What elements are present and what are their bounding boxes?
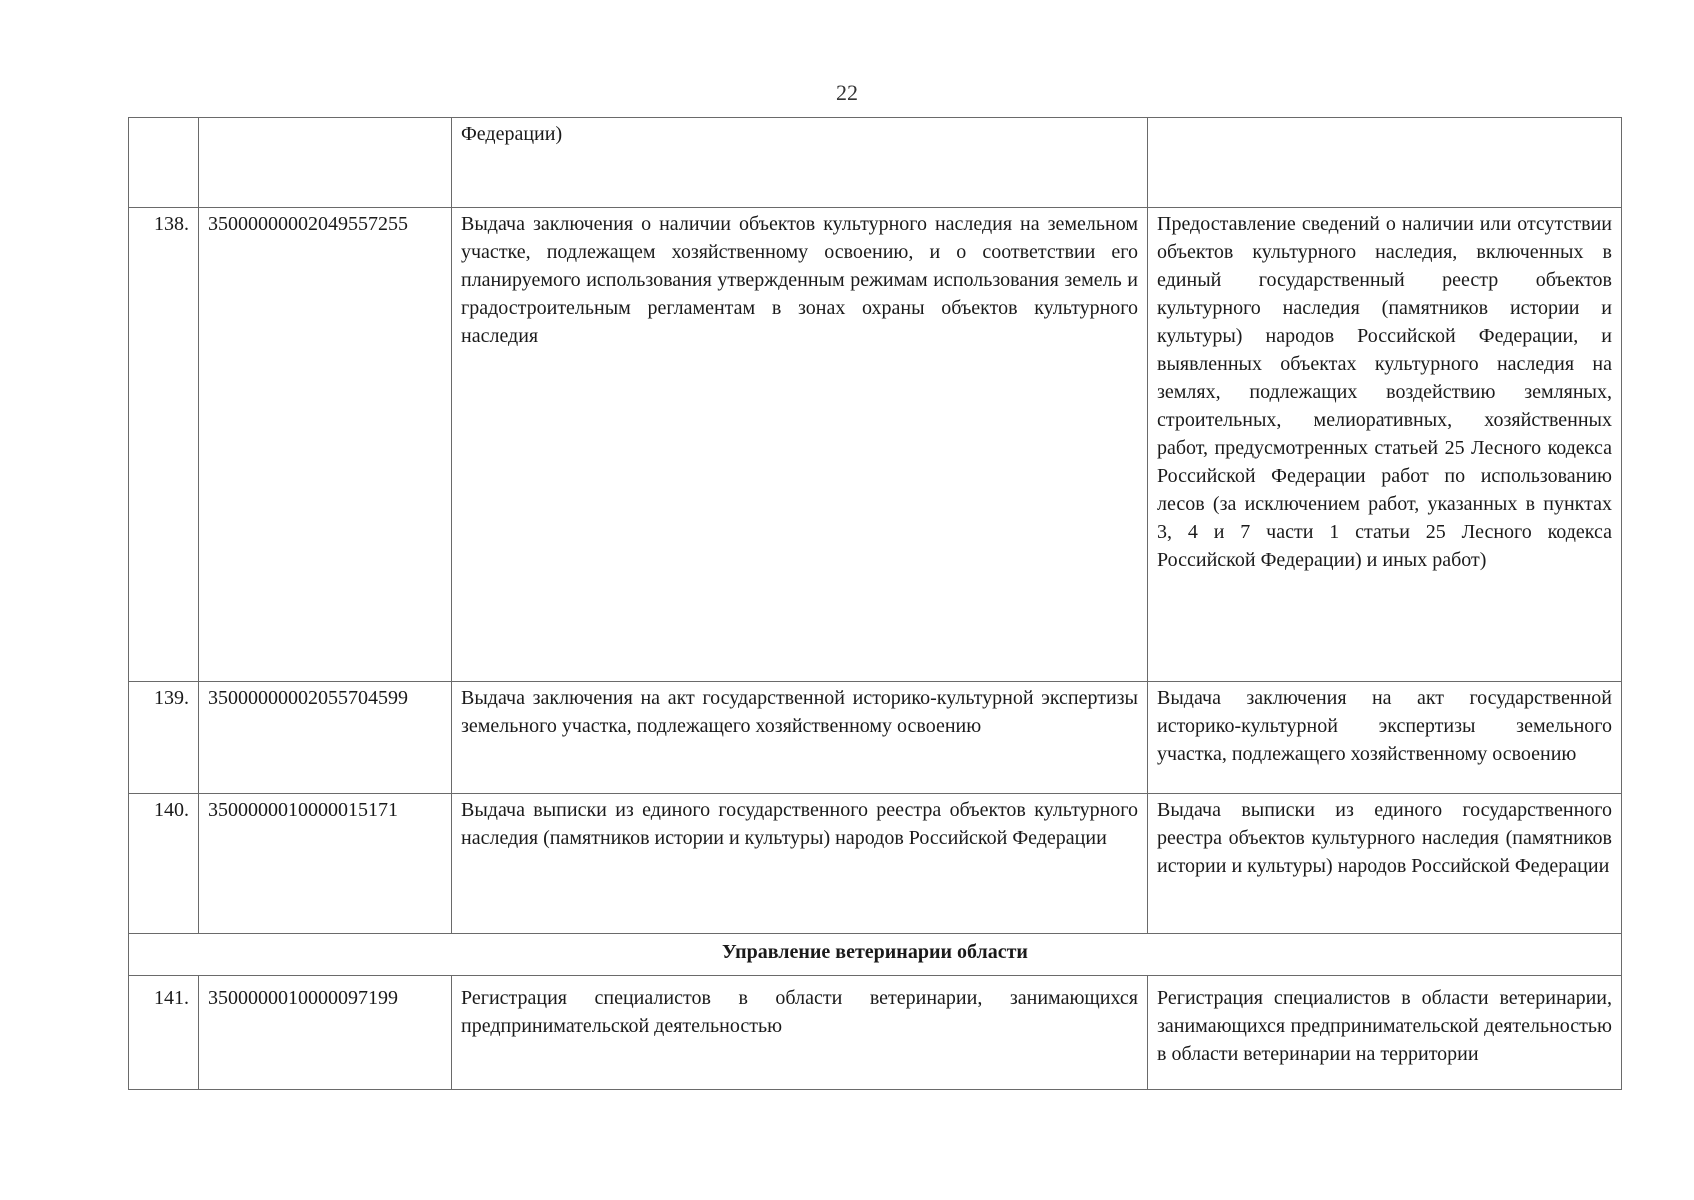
services-registry-table [128, 117, 1622, 1090]
table-row-continuation [129, 118, 1622, 208]
section-header-row [129, 934, 1622, 976]
table-row [129, 976, 1622, 1090]
cell-number: 140. [129, 794, 199, 934]
cell-service-description: Предоставление сведений о наличии или отсутствии объектов культурного наследия, включенных в единый государственный реестр объектов культурного наследия (памятников истории и культуры) народов Российской Федерации, и выявленных объектах культурного наследия на землях, подлежащих воздействию земляных, строительных, мелиоративных, хозяйственных работ, предусмотренных статьей 25 Лесного кодекса Российской Федерации работ по использованию лесов (за исключением работ, указанных в пунктах 3, 4 и 7 части 1 статьи 25 Лесного кодекса Российской Федерации) и иных работ) [1148, 208, 1622, 682]
cell-service-name: Регистрация специалистов в области ветеринарии, занимающихся предпринимательской деятельностью [452, 976, 1148, 1090]
cell-registry-id: 3500000010000097199 [199, 976, 452, 1090]
cell-number [129, 118, 199, 208]
table-row [129, 794, 1622, 934]
cell-registry-id: 35000000002049557255 [199, 208, 452, 682]
cell-service-name: Федерации) [452, 118, 1148, 208]
cell-number: 138. [129, 208, 199, 682]
cell-service-description: Выдача выписки из единого государственного реестра объектов культурного наследия (памятников истории и культуры) народов Российской Федерации [1148, 794, 1622, 934]
cell-service-description [1148, 118, 1622, 208]
cell-service-name: Выдача заключения на акт государственной историко-культурной экспертизы земельного участка, подлежащего хозяйственному освоению [452, 682, 1148, 794]
cell-service-name: Выдача заключения о наличии объектов культурного наследия на земельном участке, подлежащем хозяйственному освоению, и о соответствии его планируемого использования утвержденным режимам использования земель и градостроительным регламентам в зонах охраны объектов культурного наследия [452, 208, 1148, 682]
cell-number: 141. [129, 976, 199, 1090]
cell-number: 139. [129, 682, 199, 794]
cell-registry-id: 3500000010000015171 [199, 794, 452, 934]
page-number: 22 [836, 80, 858, 105]
cell-service-description: Регистрация специалистов в области ветеринарии, занимающихся предпринимательской деятельностью в области ветеринарии на территории [1148, 976, 1622, 1090]
cell-registry-id [199, 118, 452, 208]
table-row [129, 682, 1622, 794]
cell-service-name: Выдача выписки из единого государственного реестра объектов культурного наследия (памятников истории и культуры) народов Российской Федерации [452, 794, 1148, 934]
cell-registry-id: 35000000002055704599 [199, 682, 452, 794]
section-title: Управление ветеринарии области [129, 934, 1622, 976]
table-row [129, 208, 1622, 682]
cell-service-description: Выдача заключения на акт государственной историко-культурной экспертизы земельного участка, подлежащего хозяйственному освоению [1148, 682, 1622, 794]
